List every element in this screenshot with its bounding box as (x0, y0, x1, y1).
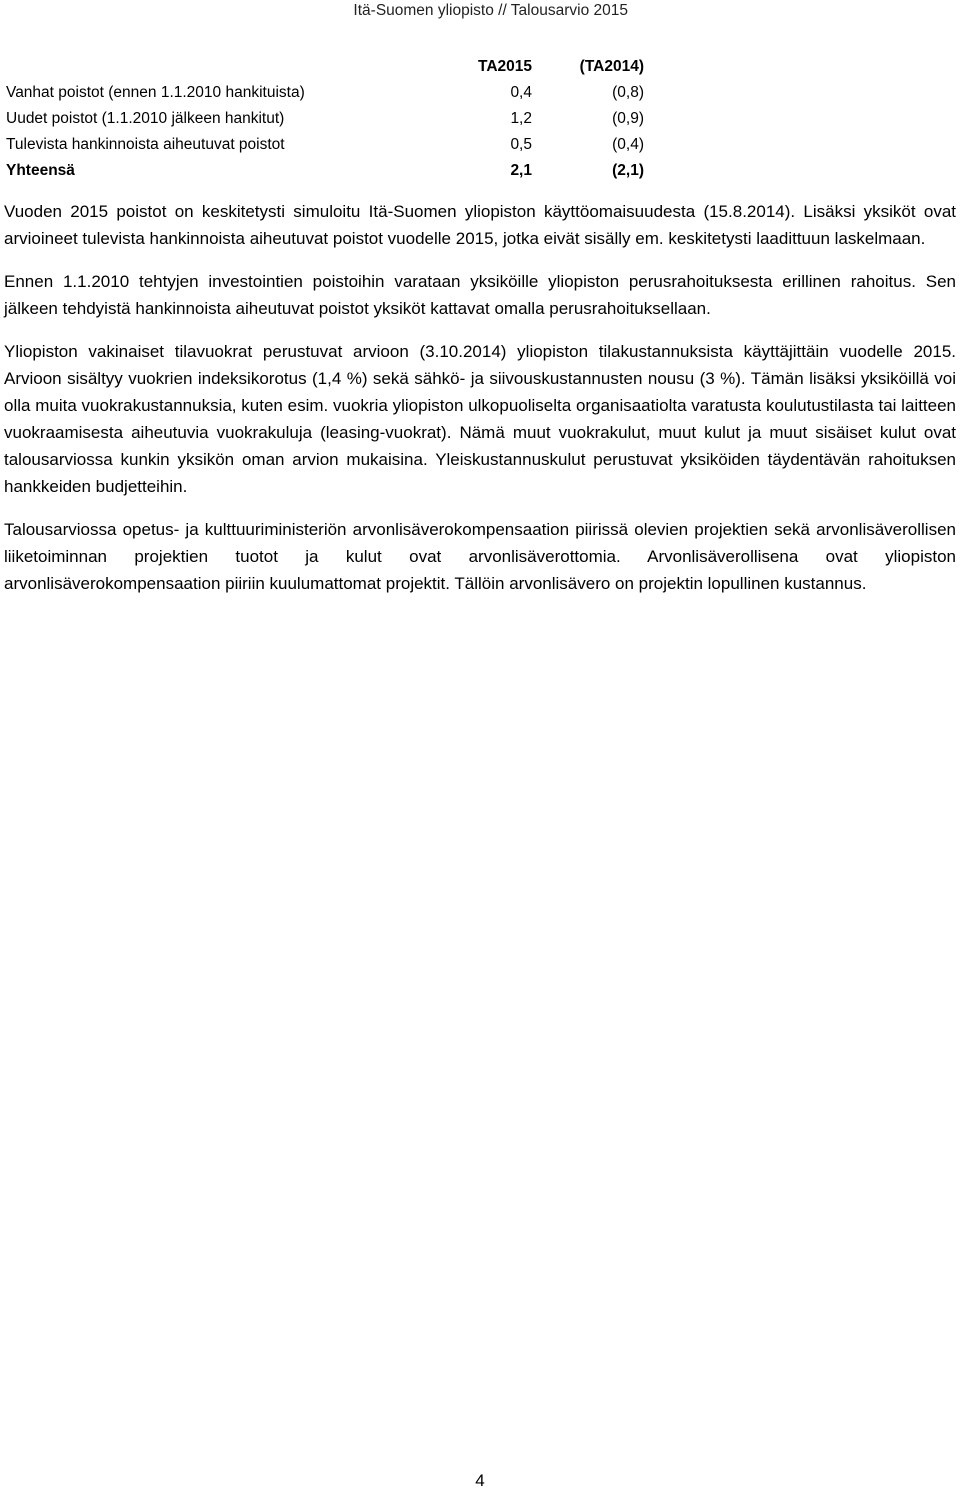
row-label: Uudet poistot (1.1.2010 jälkeen hankitut) (6, 110, 285, 127)
table-header-row (0, 54, 660, 80)
row-label: Vanhat poistot (ennen 1.1.2010 hankituista) (6, 84, 305, 101)
row-label: Tulevista hankinnoista aiheutuvat poistot (6, 136, 285, 153)
row-value-ta2014: (0,8) (612, 84, 644, 101)
paragraph: Vuoden 2015 poistot on keskitetysti simuloitu Itä-Suomen yliopiston käyttöomaisuudesta (15.8.2014). Lisäksi yksiköt ovat arvioineet tulevista hankinnoista aiheutuvat poistot vuodelle 2015, jotka eivät sisälly em. keskitetysti laadittuun laskelmaan. (4, 202, 956, 248)
table-total-row (0, 158, 660, 184)
running-header: Itä-Suomen yliopisto // Talousarvio 2015 (353, 2, 628, 19)
row-label: Yhteensä (6, 162, 75, 179)
row-value-ta2015: 0,5 (510, 136, 532, 153)
body-text (4, 198, 956, 613)
row-value-ta2014: (0,9) (612, 110, 644, 127)
row-value-ta2014: (0,4) (612, 136, 644, 153)
depreciation-table (0, 54, 660, 184)
row-value-ta2014: (2,1) (612, 162, 644, 179)
table-row (0, 132, 660, 158)
column-header-ta2015: TA2015 (478, 58, 532, 75)
table-row (0, 106, 660, 132)
page-number: 4 (475, 1471, 485, 1490)
row-value-ta2015: 0,4 (510, 84, 532, 101)
paragraph: Talousarviossa opetus- ja kulttuuriministeriön arvonlisäverokompensaation piirissä olevien projektien sekä arvonlisäverollisen liiketoiminnan projektien tuotot ja kulut ovat arvonlisäverottomia. Arvonlisäverollisena ovat yliopiston arvonlisäverokompensaation piiriin kuulumattomat projektit. Tällöin arvonlisävero on projektin lopullinen kustannus. (4, 520, 956, 593)
paragraph: Ennen 1.1.2010 tehtyjen investointien poistoihin varataan yksiköille yliopiston perusrahoituksesta erillinen rahoitus. Sen jälkeen tehdyistä hankinnoista aiheutuvat poistot yksiköt kattavat omalla perusrahoituksellaan. (4, 272, 956, 318)
paragraph: Yliopiston vakinaiset tilavuokrat perustuvat arvioon (3.10.2014) yliopiston tilakustannuksista käyttäjittäin vuodelle 2015. Arvioon sisältyy vuokrien indeksikorotus (1,4 %) sekä sähkö- ja siivouskustannusten nousu (3 %). Tämän lisäksi yksiköillä voi olla muita vuokrakustannuksia, kuten esim. vuokria yliopiston ulkopuoliselta organisaatiolta varatusta koulutustilasta tai laitteen vuokraamisesta aiheutuvia vuokrakuluja (leasing-vuokrat). Nämä muut vuokrakulut, muut kulut ja muut sisäiset kulut ovat talousarviossa kunkin yksikön oman arvion mukaisina. Yleiskustannuskulut perustuvat yksiköiden täydentävän rahoituksen hankkeiden budjetteihin. (4, 342, 956, 496)
row-value-ta2015: 2,1 (510, 162, 532, 179)
table-row (0, 80, 660, 106)
column-header-ta2014: (TA2014) (579, 58, 644, 75)
row-value-ta2015: 1,2 (510, 110, 532, 127)
